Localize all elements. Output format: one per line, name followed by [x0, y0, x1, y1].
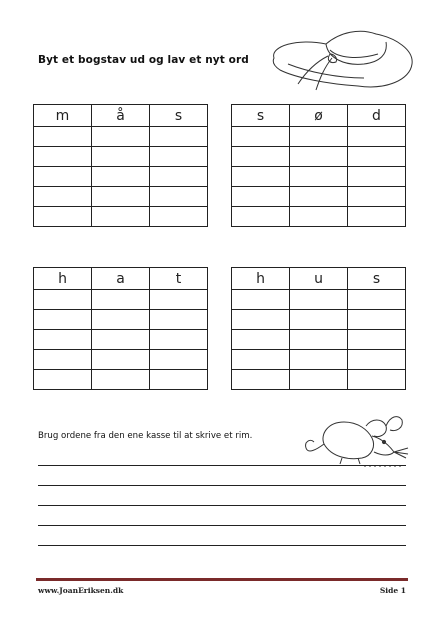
- answer-cell[interactable]: [34, 127, 92, 147]
- word-table-3: [33, 267, 208, 390]
- letter-cell: d: [348, 105, 406, 127]
- letter-cell: å: [92, 105, 150, 127]
- answer-cell[interactable]: [232, 147, 290, 167]
- writing-line[interactable]: [38, 465, 406, 466]
- answer-cell[interactable]: [232, 350, 290, 370]
- letter-cell: m: [34, 105, 92, 127]
- answer-cell[interactable]: [290, 330, 348, 350]
- answer-cell[interactable]: [348, 207, 406, 227]
- answer-cell[interactable]: [92, 370, 150, 390]
- answer-cell[interactable]: [150, 127, 208, 147]
- answer-cell[interactable]: [290, 127, 348, 147]
- answer-cell[interactable]: [290, 207, 348, 227]
- answer-cell[interactable]: [348, 127, 406, 147]
- answer-cell[interactable]: [92, 167, 150, 187]
- answer-cell[interactable]: [34, 290, 92, 310]
- instruction-text: Brug ordene fra den ene kasse til at skrive et rim.: [38, 431, 253, 441]
- answer-cell[interactable]: [348, 290, 406, 310]
- answer-cell[interactable]: [150, 147, 208, 167]
- answer-cell[interactable]: [150, 187, 208, 207]
- answer-cell[interactable]: [150, 370, 208, 390]
- answer-cell[interactable]: [150, 350, 208, 370]
- answer-cell[interactable]: [290, 167, 348, 187]
- answer-cell[interactable]: [92, 350, 150, 370]
- answer-cell[interactable]: [92, 290, 150, 310]
- writing-line[interactable]: [38, 505, 406, 506]
- writing-line[interactable]: [38, 545, 406, 546]
- answer-cell[interactable]: [290, 187, 348, 207]
- answer-cell[interactable]: [92, 207, 150, 227]
- answer-cell[interactable]: [34, 310, 92, 330]
- answer-cell[interactable]: [150, 207, 208, 227]
- answer-cell[interactable]: [150, 290, 208, 310]
- hat-illustration: [268, 24, 418, 96]
- answer-cell[interactable]: [290, 290, 348, 310]
- answer-cell[interactable]: [232, 310, 290, 330]
- word-table-2: [231, 104, 406, 227]
- footer-page-number: Side 1: [379, 586, 406, 595]
- letter-cell: s: [348, 268, 406, 290]
- answer-cell[interactable]: [348, 350, 406, 370]
- answer-cell[interactable]: [232, 127, 290, 147]
- answer-cell[interactable]: [348, 330, 406, 350]
- answer-cell[interactable]: [150, 330, 208, 350]
- answer-cell[interactable]: [92, 330, 150, 350]
- answer-cell[interactable]: [34, 167, 92, 187]
- writing-line[interactable]: [38, 485, 406, 486]
- answer-cell[interactable]: [150, 167, 208, 187]
- answer-cell[interactable]: [232, 187, 290, 207]
- answer-cell[interactable]: [92, 127, 150, 147]
- letter-cell: t: [150, 268, 208, 290]
- answer-cell[interactable]: [232, 330, 290, 350]
- answer-cell[interactable]: [232, 370, 290, 390]
- mouse-illustration: [302, 404, 412, 470]
- answer-cell[interactable]: [34, 370, 92, 390]
- answer-cell[interactable]: [348, 187, 406, 207]
- letter-cell: s: [232, 105, 290, 127]
- letter-cell: h: [34, 268, 92, 290]
- answer-cell[interactable]: [232, 167, 290, 187]
- letter-cell: h: [232, 268, 290, 290]
- answer-cell[interactable]: [92, 187, 150, 207]
- answer-cell[interactable]: [92, 310, 150, 330]
- word-table-1: [33, 104, 208, 227]
- answer-cell[interactable]: [34, 187, 92, 207]
- answer-cell[interactable]: [92, 147, 150, 167]
- answer-cell[interactable]: [348, 167, 406, 187]
- answer-cell[interactable]: [348, 147, 406, 167]
- answer-cell[interactable]: [290, 147, 348, 167]
- footer-divider: [36, 578, 408, 581]
- answer-cell[interactable]: [232, 207, 290, 227]
- writing-line[interactable]: [38, 525, 406, 526]
- letter-cell: a: [92, 268, 150, 290]
- answer-cell[interactable]: [34, 207, 92, 227]
- answer-cell[interactable]: [348, 310, 406, 330]
- answer-cell[interactable]: [232, 290, 290, 310]
- answer-cell[interactable]: [34, 147, 92, 167]
- footer-website: www.JoanEriksen.dk: [38, 586, 124, 595]
- answer-cell[interactable]: [34, 330, 92, 350]
- answer-cell[interactable]: [150, 310, 208, 330]
- worksheet-title: Byt et bogstav ud og lav et nyt ord: [38, 54, 249, 66]
- answer-cell[interactable]: [348, 370, 406, 390]
- answer-cell[interactable]: [290, 350, 348, 370]
- word-table-4: [231, 267, 406, 390]
- letter-cell: s: [150, 105, 208, 127]
- letter-cell: ø: [290, 105, 348, 127]
- answer-cell[interactable]: [34, 350, 92, 370]
- letter-cell: u: [290, 268, 348, 290]
- answer-cell[interactable]: [290, 370, 348, 390]
- answer-cell[interactable]: [290, 310, 348, 330]
